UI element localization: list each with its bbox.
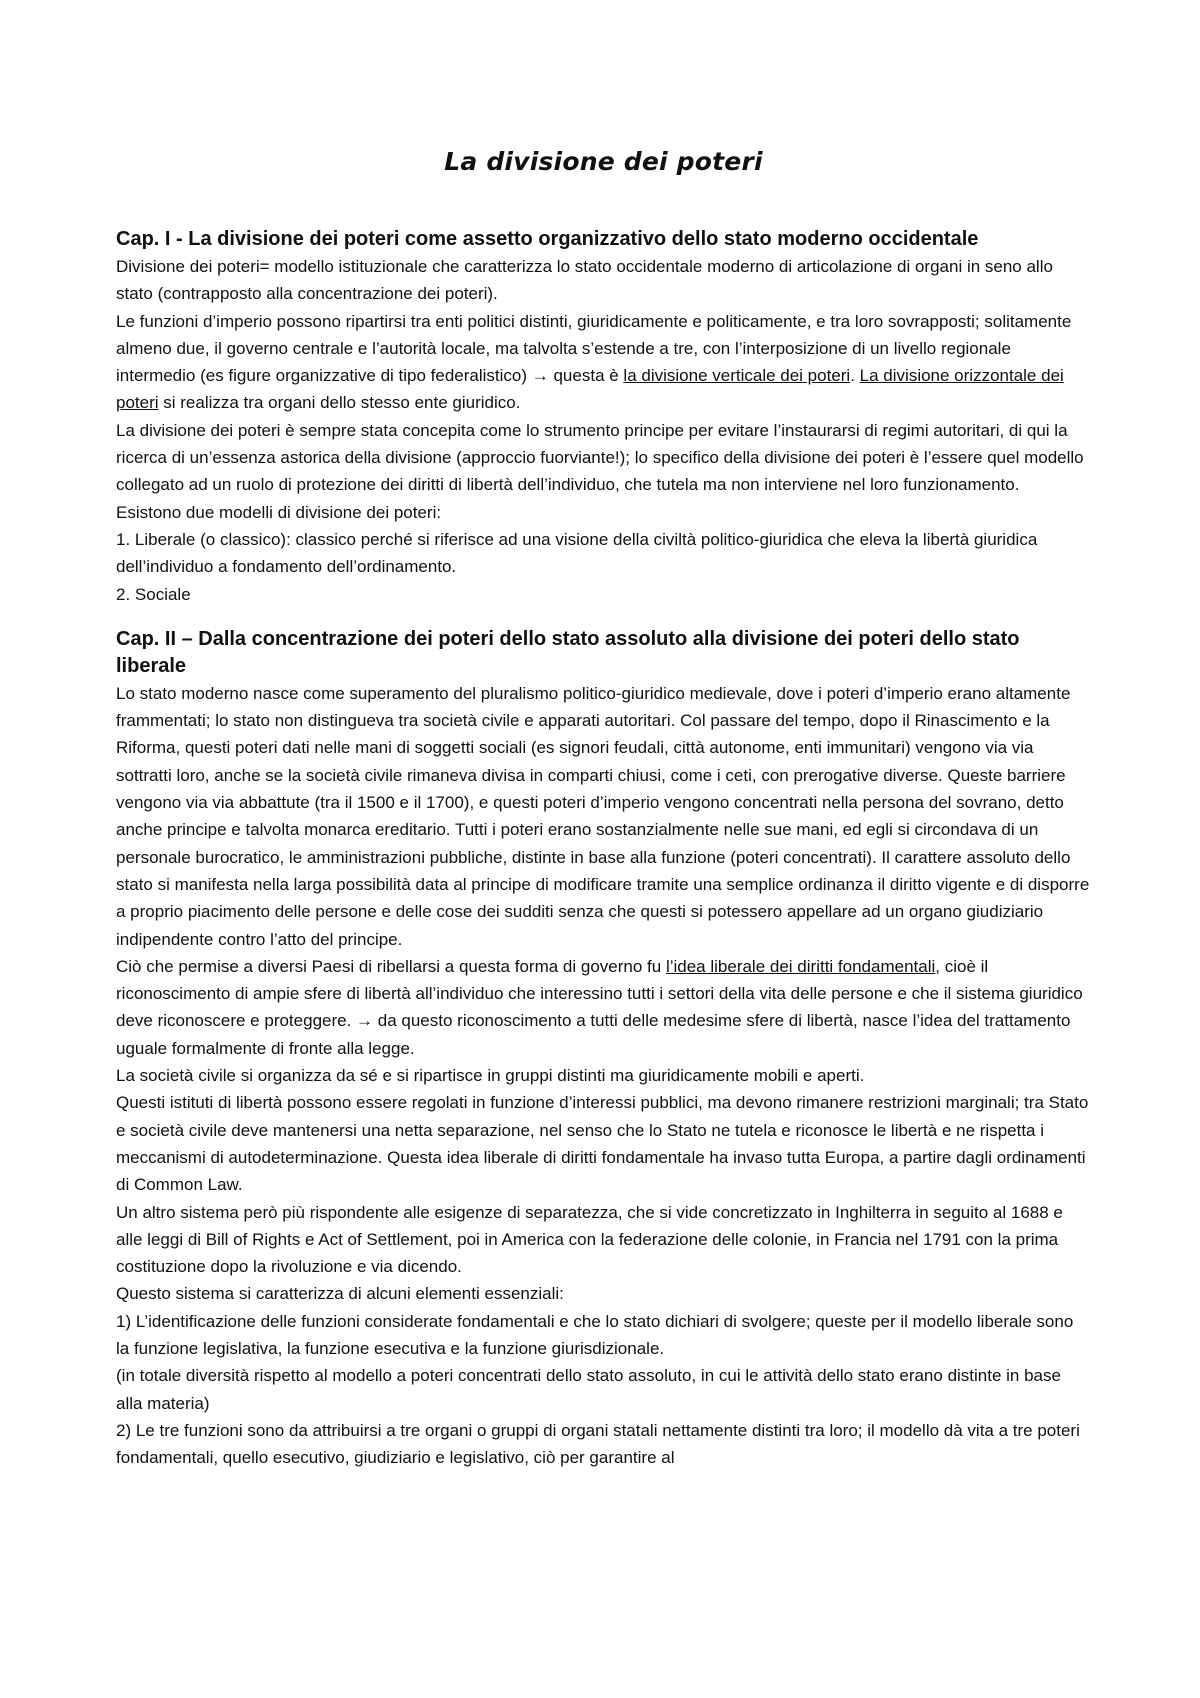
- paragraph: Un altro sistema però più rispondente alle esigenze di separatezza, che si vide concretizzato in Inghilterra in seguito al 1688 e alle leggi di Bill of Rights e Act of Settlement, poi in America con la federazione delle colonie, in Francia nel 1791 con la prima costituzione dopo la rivoluzione e via dicendo.: [116, 1202, 1063, 1277]
- paragraph: Questi istituti di libertà possono essere regolati in funzione d’interessi pubblici, ma devono rimanere restrizioni marginali; tra Stato e società civile deve mantenersi una netta separazione, nel senso che lo Stato ne tutela e riconosce le libertà e ne rispetta i meccanismi di autodeterminazione. Questa idea liberale di diritti fondamentale ha invaso tutta Europa, a partire dagli ordinamenti di Common Law.: [116, 1093, 1089, 1195]
- list-item: 2. Sociale: [116, 584, 191, 604]
- list-item: 1. Liberale (o classico): classico perché si riferisce ad una visione della civiltà politico-giuridica che eleva la libertà giuridica dell’individuo a fondamento dell’ordinamento.: [116, 529, 1038, 577]
- paragraph: [116, 953, 1091, 1062]
- section-heading: Cap. I - La divisione dei poteri come assetto organizzativo dello stato moderno occidentale: [116, 228, 979, 250]
- paragraph: La divisione dei poteri è sempre stata concepita come lo strumento principe per evitare l’instaurarsi di regimi autoritari, di qui la ricerca di un’essenza astorica della divisione (approccio fuorviante!); lo specifico della divisione dei poteri è l’essere quel modello collegato ad un ruolo di protezione dei diritti di libertà dell’individuo, che tutela ma non interviene nel loro funzionamento.: [116, 420, 1084, 495]
- paragraph: Lo stato moderno nasce come superamento del pluralismo politico-giuridico medievale, dove i poteri d’imperio erano altamente frammentati; lo stato non distingueva tra società civile e apparati autoritari. Col passare del tempo, dopo il Rinascimento e la Riforma, questi poteri dati nelle mani di soggetti sociali (es signori feudali, città autonome, enti immunitari) vengono via via sottratti loro, anche se la società civile rimaneva divisa in comparti chiusi, come i ceti, con prerogative diverse. Queste barriere vengono via via abbattute (tra il 1500 e il 1700), e questi poteri d’imperio vengono concentrati nella persona del sovrano, detto anche principe e talvolta monarca ereditario. Tutti i poteri erano sostanzialmente nelle sue mani, ed egli si circondava di un personale burocratico, le amministrazioni pubbliche, distinte in base alla funzione (poteri concentrati). Il carattere assoluto dello stato si manifesta nella larga possibilità data al principe di modificare tramite una semplice ordinanza il diritto vigente e di disporre a proprio piacimento delle persone e delle cose dei sudditi senza che questi si potessero appellare ad un organo giudiziario indipendente contro l’atto del principe.: [116, 683, 1090, 949]
- underlined-term: la divisione verticale dei poteri: [623, 366, 851, 386]
- section-heading: Cap. II – Dalla concentrazione dei poteri dello stato assoluto alla divisione dei poteri dello stato liberale: [116, 627, 1020, 677]
- paragraph-text: , cioè il riconoscimento di ampie sfere di libertà all’individuo che interessino tutti i settori della vita delle persone e che il sistema giuridico deve riconoscere e proteggere. → da questo riconoscimento a tutti delle medesime sfere di libertà, nasce l’idea del trattamento uguale formalmente di fronte alla legge.: [116, 956, 1083, 1058]
- paragraph-text: si realizza tra organi dello stesso ente giuridico.: [158, 393, 521, 413]
- list-item: 2) Le tre funzioni sono da attribuirsi a tre organi o gruppi di organi statali nettamente distinti tra loro; il modello dà vita a tre poteri fondamentali, quello esecutivo, giudiziario e legislativo, ciò per garantire al: [116, 1420, 1080, 1468]
- page-title: La divisione dei poteri: [444, 147, 763, 176]
- section-cap-1: [116, 226, 1091, 608]
- paragraph-text: Le funzioni d’imperio possono ripartirsi tra enti politici distinti, giuridicamente e politicamente, e tra loro sovrapposti; solitamente almeno due, il governo centrale e l’autorità locale, ma talvolta s’estende a tre, con l’interposizione di un livello regionale intermedio (es figure organizzative di tipo federalistico) → questa è: [116, 311, 1072, 386]
- paragraph: (in totale diversità rispetto al modello a poteri concentrati dello stato assoluto, in cui le attività dello stato erano distinte in base alla materia): [116, 1366, 1061, 1413]
- paragraph-text: .: [850, 366, 860, 386]
- section-spacer: [116, 608, 1091, 626]
- paragraph: [116, 308, 1091, 417]
- underlined-term: La divisione orizzontale dei poteri: [116, 366, 1064, 413]
- underlined-term: l’idea liberale dei diritti fondamentali: [665, 956, 936, 976]
- document-body: [116, 146, 1091, 1471]
- list-item: 1) L’identificazione delle funzioni considerate fondamentali e che lo stato dichiari di svolgere; queste per il modello liberale sono la funzione legislativa, la funzione esecutiva e la funzione giurisdizionale.: [116, 1311, 1074, 1358]
- paragraph: Esistono due modelli di divisione dei poteri:: [116, 502, 442, 522]
- section-cap-2: [116, 626, 1091, 1472]
- paragraph: Questo sistema si caratterizza di alcuni elementi essenziali:: [116, 1284, 564, 1304]
- paragraph: Divisione dei poteri= modello istituzionale che caratterizza lo stato occidentale moderno di articolazione di organi in seno allo stato (contrapposto alla concentrazione dei poteri).: [116, 257, 1053, 304]
- paragraph: La società civile si organizza da sé e si ripartisce in gruppi distinti ma giuridicamente mobili e aperti.: [116, 1066, 865, 1086]
- paragraph-text: Ciò che permise a diversi Paesi di ribellarsi a questa forma di governo fu: [116, 956, 666, 976]
